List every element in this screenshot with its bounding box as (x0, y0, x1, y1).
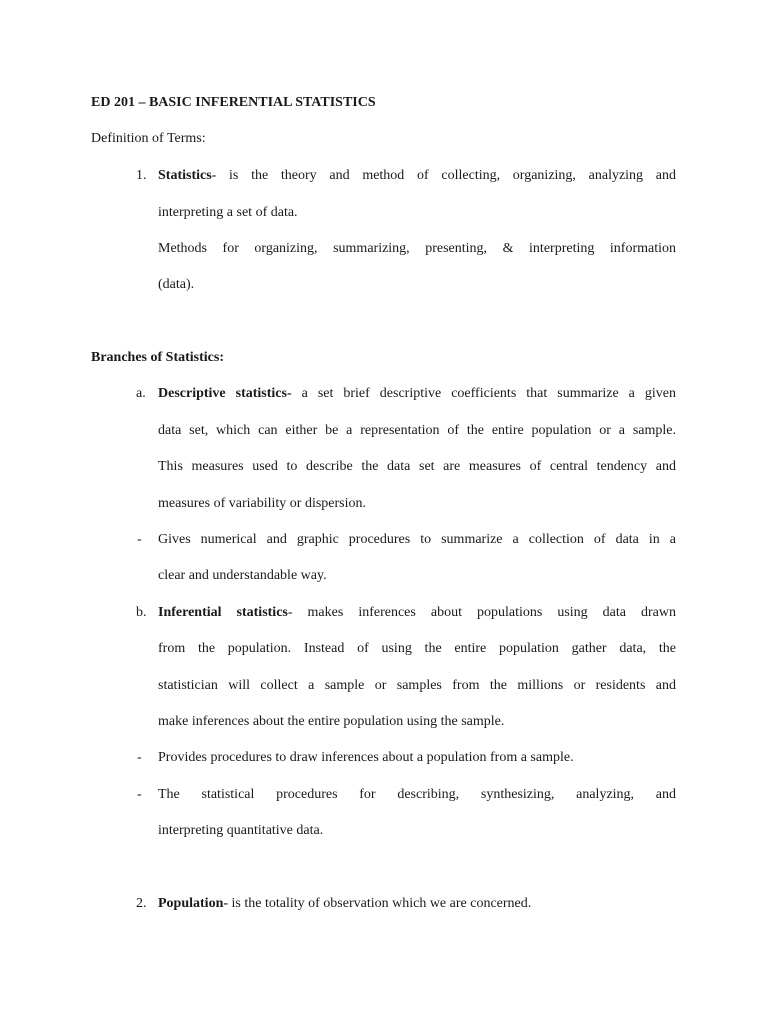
item2-term: Population- (158, 896, 229, 911)
item1-line2: interpreting a set of data. (158, 205, 298, 220)
item-a-term: Descriptive statistics- (158, 386, 292, 401)
item-a-line2: data set, which can either be a representation of the entire population or a sample. (158, 423, 676, 438)
item-b-line2: from the population. Instead of using the entire population gather data, the (158, 641, 676, 656)
item-b-line4: make inferences about the entire population using the sample. (158, 714, 505, 729)
item-a-line1 (158, 385, 676, 403)
dash2-line1: Provides procedures to draw inferences about a population from a sample. (158, 750, 574, 765)
item1-term: Statistics (158, 168, 212, 183)
dash-marker-3: - (137, 787, 142, 802)
dash1-line2: clear and understandable way. (158, 568, 327, 583)
definitions-heading: Definition of Terms: (91, 131, 206, 146)
list-marker-2: 2. (136, 896, 147, 911)
item1-line1-rest: - is the theory and method of collecting, organizing, analyzing and (211, 168, 676, 183)
item-a-line3: This measures used to describe the data set are measures of central tendency and (158, 459, 676, 474)
item2-line1-rest: is the totality of observation which we are concerned. (228, 896, 532, 911)
document-title: ED 201 – BASIC INFERENTIAL STATISTICS (91, 95, 376, 110)
dash3-line2: interpreting quantitative data. (158, 823, 324, 838)
list-marker-a: a. (136, 386, 146, 401)
item-b-line3: statistician will collect a sample or samples from the millions or residents and (158, 678, 676, 693)
item-b-term: Inferential statistics (158, 605, 288, 620)
list-marker-b: b. (136, 605, 147, 620)
item1-line3: Methods for organizing, summarizing, presenting, & interpreting information (158, 241, 676, 256)
dash-marker-1: - (137, 532, 142, 547)
list-marker-1: 1. (136, 168, 147, 183)
item1-line4: (data). (158, 277, 195, 292)
item-a-line1-rest: a set brief descriptive coefficients that summarize a given (291, 386, 676, 401)
item2-line1 (158, 895, 531, 913)
dash1-line1: Gives numerical and graphic procedures to summarize a collection of data in a (158, 532, 676, 547)
dash-marker-2: - (137, 750, 142, 765)
item1-line1 (158, 167, 676, 185)
item-a-line4: measures of variability or dispersion. (158, 496, 367, 511)
branches-heading: Branches of Statistics: (91, 350, 224, 365)
item-b-line1 (158, 604, 676, 622)
item-b-line1-rest: - makes inferences about populations using data drawn (287, 605, 676, 620)
dash3-line1: The statistical procedures for describing, synthesizing, analyzing, and (158, 787, 676, 802)
